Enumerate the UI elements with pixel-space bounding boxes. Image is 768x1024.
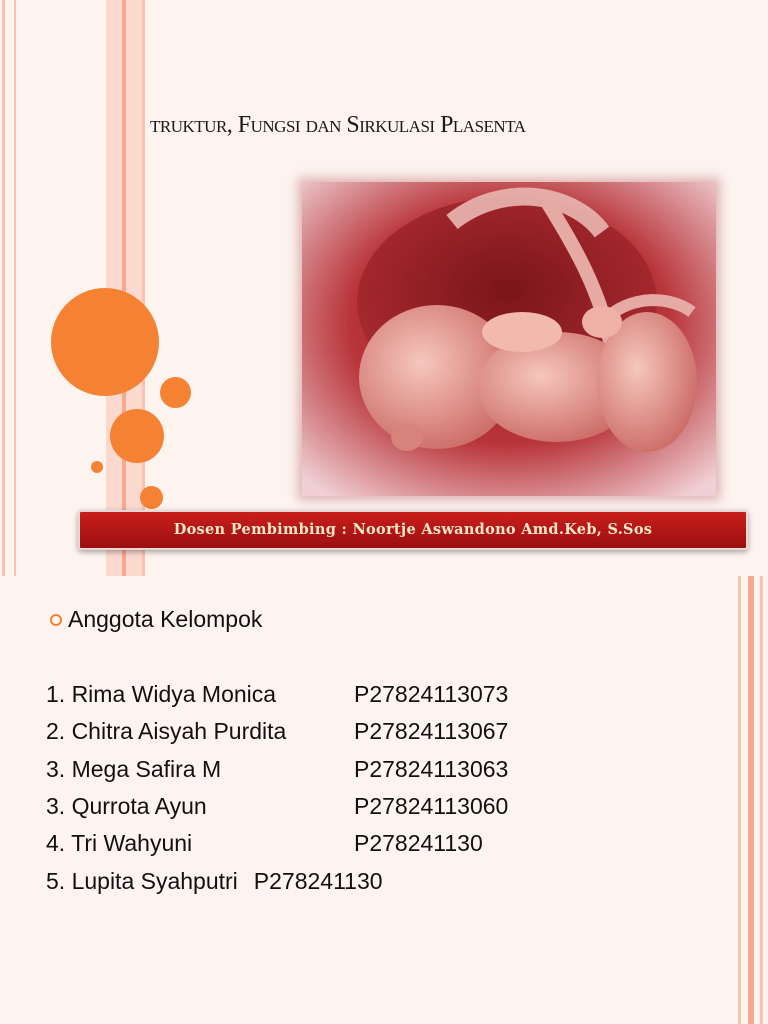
member-id: P278241130 bbox=[354, 830, 483, 856]
list-item bbox=[46, 681, 508, 708]
decor-circle bbox=[110, 409, 164, 463]
decor-circle bbox=[140, 486, 163, 509]
list-item bbox=[46, 718, 508, 745]
fetus-illustration bbox=[302, 182, 716, 496]
supervisor-banner: Dosen Pembimbing : Noortje Aswandono Amd.Keb, S.Sos bbox=[78, 510, 748, 550]
member-id: P27824113067 bbox=[354, 718, 509, 744]
member-id: P27824113060 bbox=[354, 793, 509, 819]
decor-stripe bbox=[14, 0, 16, 576]
decor-stripe bbox=[2, 0, 5, 576]
decor-circle bbox=[51, 288, 159, 396]
list-item bbox=[46, 756, 508, 783]
slide-title: truktur, Fungsi dan Sirkulasi Plasenta bbox=[150, 112, 526, 138]
list-item bbox=[46, 793, 508, 820]
decor-stripe bbox=[738, 576, 741, 1024]
member-name: 3. Qurrota Ayun bbox=[46, 793, 207, 819]
fetus-in-womb-photo bbox=[302, 182, 716, 496]
list-item bbox=[46, 830, 483, 857]
member-name: 3. Mega Safira M bbox=[46, 756, 222, 782]
list-item bbox=[46, 868, 383, 895]
decor-circle bbox=[91, 461, 103, 473]
decor-circle bbox=[160, 377, 191, 408]
member-name: 4. Tri Wahyuni bbox=[46, 830, 193, 856]
member-id: P27824113063 bbox=[354, 756, 509, 782]
member-id: P278241130 bbox=[253, 868, 383, 894]
member-name: 1. Rima Widya Monica bbox=[46, 681, 277, 707]
member-id: P27824113073 bbox=[354, 681, 509, 707]
bullet-icon bbox=[50, 614, 62, 626]
member-name: 2. Chitra Aisyah Purdita bbox=[46, 718, 287, 744]
decor-stripe bbox=[760, 576, 763, 1024]
member-name: 5. Lupita Syahputri bbox=[46, 868, 238, 894]
members-heading: Anggota Kelompok bbox=[68, 606, 263, 632]
decor-stripe bbox=[122, 0, 126, 576]
decor-stripe bbox=[748, 576, 754, 1024]
